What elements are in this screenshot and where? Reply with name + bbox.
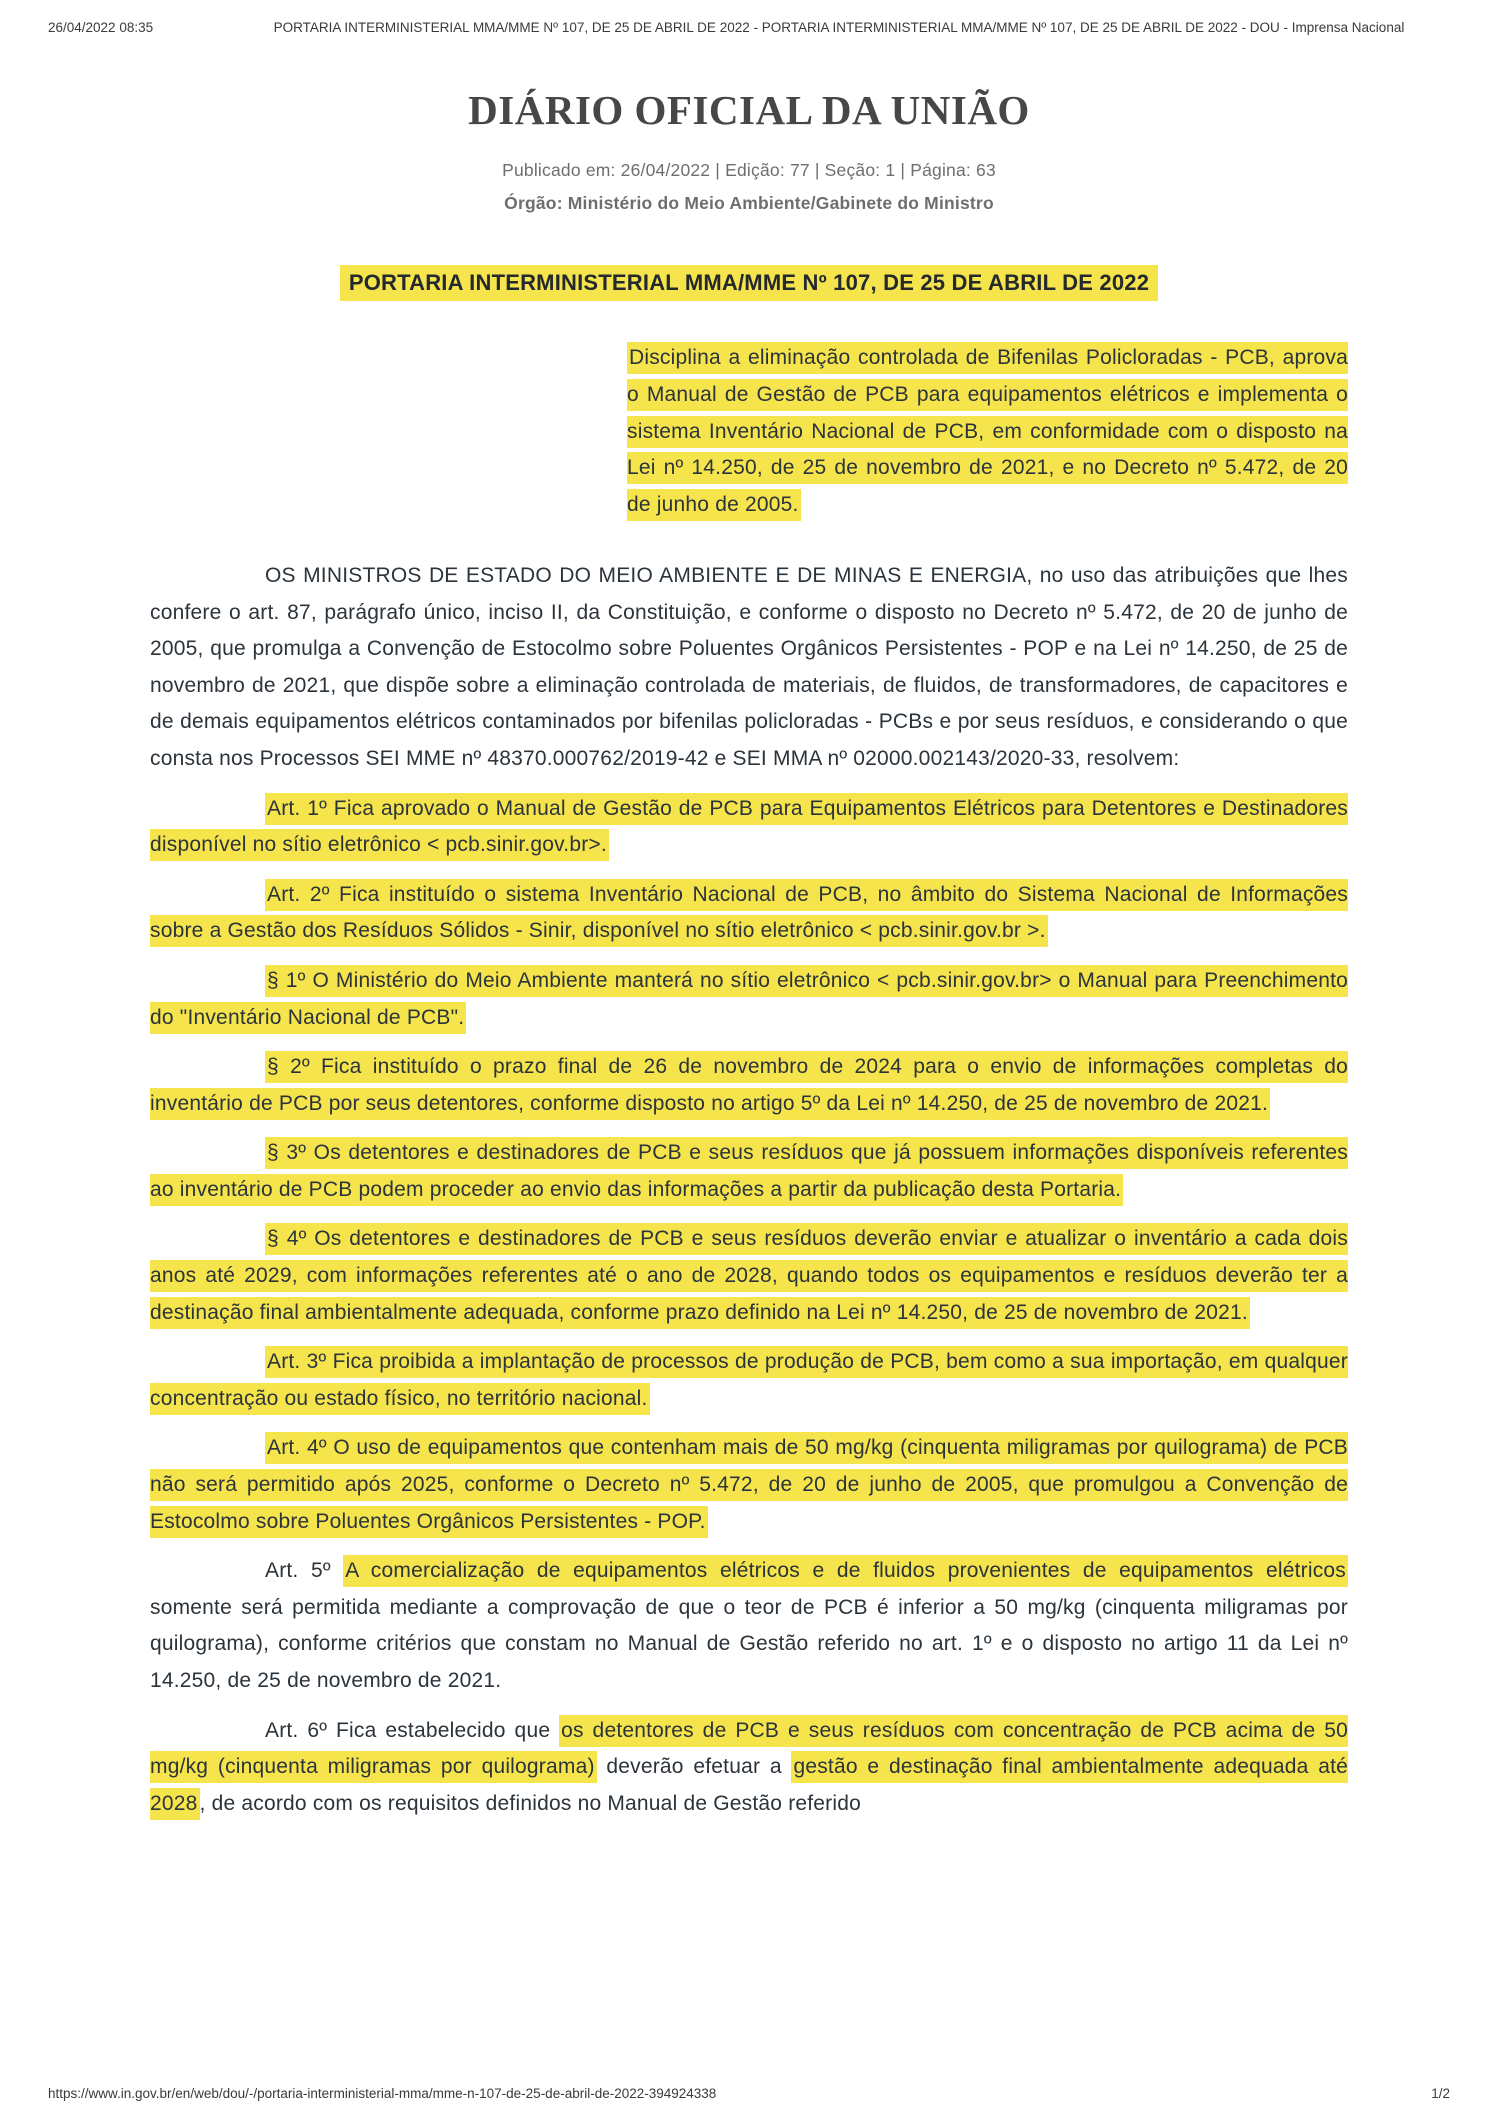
highlighted-text: Art. 1º Fica aprovado o Manual de Gestão de PCB para Equipamentos Elétricos para Detentores e Destinadores disponível no sítio eletrônico < pcb.sinir.gov.br>.: [150, 793, 1348, 862]
page-indicator: 1/2: [1431, 2086, 1450, 2101]
article-paragraph: [150, 877, 1348, 950]
organ-meta: Órgão: Ministério do Meio Ambiente/Gabinete do Ministro: [504, 193, 994, 213]
print-footer: [48, 2086, 1450, 2101]
highlighted-text: Art. 3º Fica proibida a implantação de processos de produção de PCB, bem como a sua importação, em qualquer concentração ou estado físico, no território nacional.: [150, 1346, 1348, 1415]
ementa: [627, 340, 1348, 524]
article-heading-highlight: PORTARIA INTERMINISTERIAL MMA/MME Nº 107, DE 25 DE ABRIL DE 2022: [340, 265, 1158, 301]
highlighted-text: Art. 4º O uso de equipamentos que contenham mais de 50 mg/kg (cinquenta miligramas por quilograma) de PCB não será permitido após 2025, conforme o Decreto nº 5.472, de 20 de junho de 2005, que promulgou a Convenção de Estocolmo sobre Poluentes Orgânicos Persistentes - POP.: [150, 1432, 1348, 1537]
article-paragraph: [150, 1344, 1348, 1417]
highlighted-text: § 4º Os detentores e destinadores de PCB e seus resíduos deverão enviar e atualizar o inventário a cada dois anos até 2029, com informações referentes até o ano de 2028, quando todos os equipamentos e resíduos deverão ter a destinação final ambientalmente adequada, conforme prazo definido na Lei nº 14.250, de 25 de novembro de 2021.: [150, 1223, 1348, 1328]
article-paragraph: [150, 1713, 1348, 1823]
plain-text: Art. 6º Fica estabelecido que: [265, 1718, 560, 1742]
publication-meta: Publicado em: 26/04/2022 | Edição: 77 | Seção: 1 | Página: 63: [502, 160, 996, 180]
plain-text: somente será permitida mediante a comprovação de que o teor de PCB é inferior a 50 mg/kg (cinquenta miligramas por quilograma), conforme critérios que constam no Manual de Gestão referido no art. 1º e o disposto no artigo 11 da Lei nº 14.250, de 25 de novembro de 2021.: [150, 1595, 1348, 1693]
plain-text: OS MINISTROS DE ESTADO DO MEIO AMBIENTE E DE MINAS E ENERGIA, no uso das atribuições que lhes confere o art. 87, parágrafo único, inciso II, da Constituição, e conforme o disposto no Decreto nº 5.472, de 20 de junho de 2005, que promulga a Convenção de Estocolmo sobre Poluentes Orgânicos Persistentes - POP e na Lei nº 14.250, de 25 de novembro de 2021, que dispõe sobre a eliminação controlada de materiais, de fluidos, de transformadores, de capacitores e de demais equipamentos elétricos contaminados por bifenilas policloradas - PCBs e por seus resíduos, e considerando o que consta nos Processos SEI MME nº 48370.000762/2019-42 e SEI MMA nº 02000.002143/2020-33, resolvem:: [150, 563, 1348, 770]
article-paragraph: [150, 963, 1348, 1036]
article-paragraph: [150, 1553, 1348, 1699]
highlighted-text: Art. 2º Fica instituído o sistema Inventário Nacional de PCB, no âmbito do Sistema Nacional de Informações sobre a Gestão dos Resíduos Sólidos - Sinir, disponível no sítio eletrônico < pcb.sinir.gov.br >.: [150, 879, 1348, 948]
article-paragraph: [150, 1430, 1348, 1540]
article-paragraph: [150, 1049, 1348, 1122]
article-body: [150, 558, 1348, 1822]
article-heading: [150, 270, 1348, 296]
plain-text: deverão efetuar a: [596, 1755, 792, 1779]
article: [150, 270, 1348, 1822]
article-paragraph: [150, 558, 1348, 778]
highlighted-text: § 1º O Ministério do Meio Ambiente manterá no sítio eletrônico < pcb.sinir.gov.br> o Manual para Preenchimento do "Inventário Nacional de PCB".: [150, 965, 1348, 1034]
highlighted-text: gestão e destinação final ambientalmente adequada até 2028: [150, 1751, 1348, 1820]
plain-text: Art. 5º: [265, 1559, 344, 1583]
highlighted-text: A comercialização de equipamentos elétricos e de fluidos provenientes de equipamentos elétricos: [343, 1555, 1348, 1587]
print-header: [48, 20, 1450, 35]
article-paragraph: [150, 791, 1348, 864]
highlighted-text: § 2º Fica instituído o prazo final de 26 de novembro de 2024 para o envio de informações completas do inventário de PCB por seus detentores, conforme disposto no artigo 5º da Lei nº 14.250, de 25 de novembro de 2021.: [150, 1051, 1348, 1120]
highlighted-text: § 3º Os detentores e destinadores de PCB e seus resíduos que já possuem informações disponíveis referentes ao inventário de PCB podem proceder ao envio das informações a partir da publicação desta Portaria.: [150, 1137, 1348, 1206]
print-timestamp: 26/04/2022 08:35: [48, 20, 154, 35]
masthead-title: DIÁRIO OFICIAL DA UNIÃO: [468, 87, 1030, 133]
article-paragraph: [150, 1221, 1348, 1331]
source-url: https://www.in.gov.br/en/web/dou/-/portaria-interministerial-mma/mme-n-107-de-25-de-abril-de-2022-394924338: [48, 2086, 717, 2101]
article-paragraph: [150, 1135, 1348, 1208]
highlighted-text: os detentores de PCB e seus resíduos com concentração de PCB acima de 50 mg/kg (cinquenta miligramas por quilograma): [150, 1715, 1348, 1784]
plain-text: , de acordo com os requisitos definidos no Manual de Gestão referido: [199, 1791, 862, 1815]
highlighted-text: Disciplina a eliminação controlada de Bifenilas Policloradas - PCB, aprova o Manual de Gestão de PCB para equipamentos elétricos e implementa o sistema Inventário Nacional de PCB, em conformidade com o disposto na Lei nº 14.250, de 25 de novembro de 2021, e no Decreto nº 5.472, de 20 de junho de 2005.: [627, 342, 1348, 521]
print-header-title: PORTARIA INTERMINISTERIAL MMA/MME Nº 107, DE 25 DE ABRIL DE 2022 - PORTARIA INTERMINISTERIAL MMA/MME Nº 107, DE 25 DE ABRIL DE 2022 - DOU - Imprensa Nacional: [273, 20, 1405, 35]
